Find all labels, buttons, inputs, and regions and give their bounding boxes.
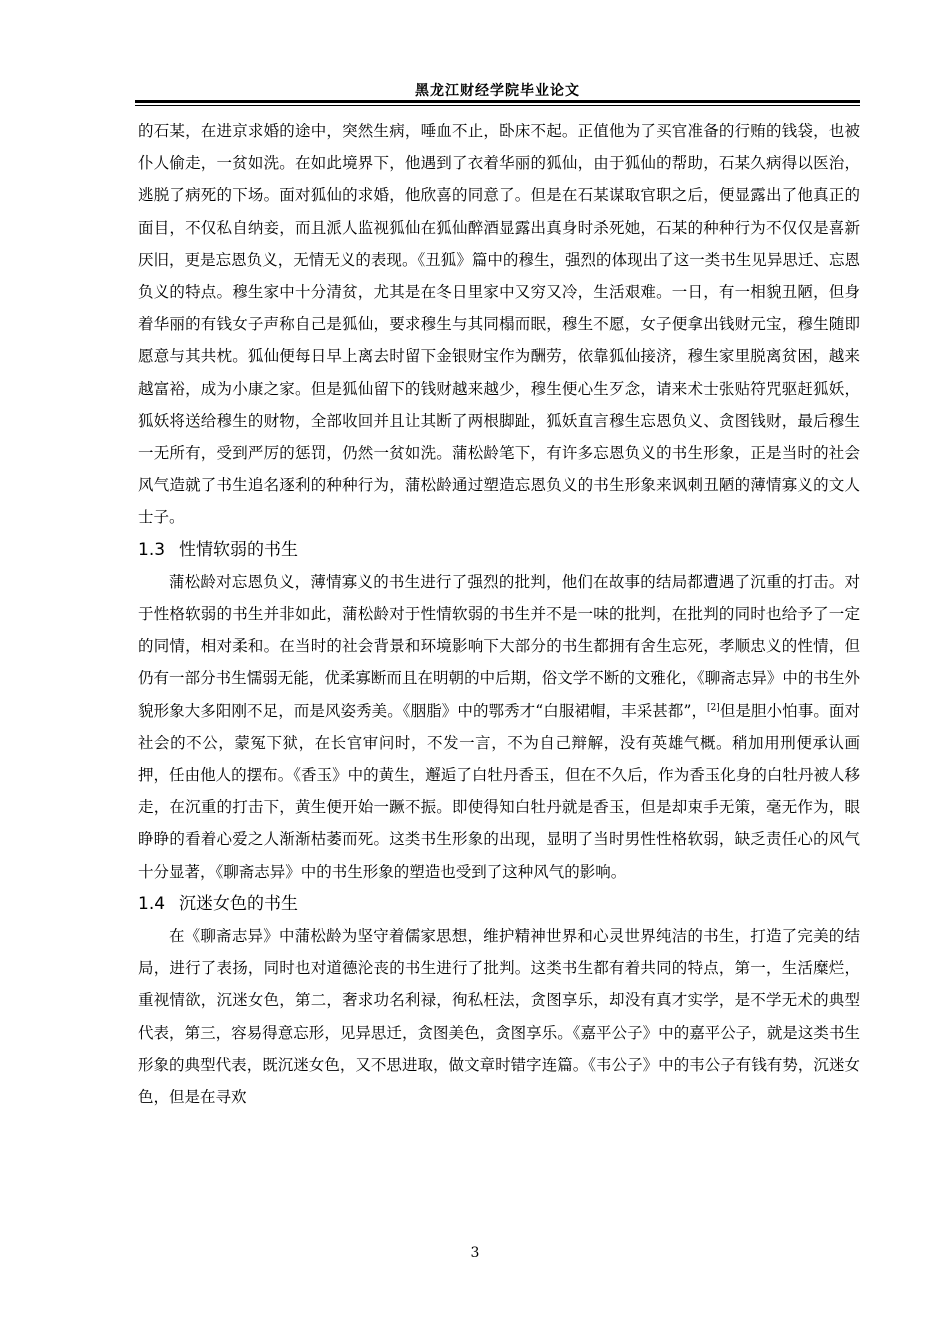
header-rule-thick xyxy=(135,100,860,103)
section-number: 1.3 xyxy=(138,539,166,560)
running-header: 黑龙江财经学院毕业论文 xyxy=(415,83,580,99)
section-heading-1-3 xyxy=(138,534,860,566)
paragraph: 在《聊斋志异》中蒲松龄为坚守着儒家思想，维护精神世界和心灵世界纯洁的书生，打造了完美的结局，进行了表扬，同时也对道德沦丧的书生进行了批判。这类书生都有着共同的特点，第一，生活糜烂，重视情欲，沉迷女色，第二，奢求功名利禄，徇私枉法，贪图享乐，却没有真才实学，是不学无术的典型代表，第三，容易得意忘形，见异思迁，贪图美色，贪图享乐。《嘉平公子》中的嘉平公子，就是这类书生形象的典型代表，既沉迷女色，又不思进取，做文章时错字连篇。《韦公子》中的韦公子有钱有势，沉迷女色，但是在寻欢 xyxy=(138,927,860,1107)
citation-reference: [2] xyxy=(707,702,720,713)
paragraph xyxy=(138,566,860,888)
paragraph-text: 但是胆小怕事。面对社会的不公，蒙冤下狱，在长官审问时，不发一言，不为自己辩解，没有英雄气概。稍加用刑便承认画押，任由他人的摆布。《香玉》中的黄生，邂逅了白牡丹香玉，但在不久后，作为香玉化身的白牡丹被人移走，在沉重的打击下，黄生便开始一蹶不振。即使得知白牡丹就是香玉，但是却束手无策，毫无作为，眼睁睁的看着心爱之人渐渐枯萎而死。这类书生形象的出现，显明了当时男性性格软弱，缺乏责任心的风气十分显著，《聊斋志异》中的书生形象的塑造也受到了这种风气的影响。 xyxy=(138,701,860,881)
header-rule-thin xyxy=(135,105,860,106)
body-text xyxy=(138,115,860,1113)
section-number: 1.4 xyxy=(138,893,166,914)
section-title: 沉迷女色的书生 xyxy=(179,893,299,914)
page-number: 3 xyxy=(470,1245,480,1261)
paragraph: 的石某，在进京求婚的途中，突然生病，唾血不止，卧床不起。正值他为了买官准备的行贿的钱袋，也被仆人偷走，一贫如洗。在如此境界下，他遇到了衣着华丽的狐仙，由于狐仙的帮助，石某久病得以医治，逃脱了病死的下场。面对狐仙的求婚，他欣喜的同意了。但是在石某谋取官职之后，便显露出了他真正的面目，不仅私自纳妾，而且派人监视狐仙在狐仙醉酒显露出真身时杀死她，石某的种种行为不仅仅是喜新厌旧，更是忘恩负义，无情无义的表现。《丑狐》篇中的穆生，强烈的体现出了这一类书生见异思迁、忘恩负义的特点。穆生家中十分清贫，尤其是在冬日里家中又穷又冷，生活艰难。一日，有一相貌丑陋，但身着华丽的有钱女子声称自己是狐仙，要求穆生与其同榻而眠，穆生不愿，女子便拿出钱财元宝，穆生随即愿意与其共枕。狐仙便每日早上离去时留下金银财宝作为酬劳，依靠狐仙接济，穆生家里脱离贫困，越来越富裕，成为小康之家。但是狐仙留下的钱财越来越少，穆生便心生歹念，请来术士张贴符咒驱赶狐妖，狐妖将送给穆生的财物，全部收回并且让其断了两根脚趾，狐妖直言穆生忘恩负义、贪图钱财，最后穆生一无所有，受到严厉的惩罚，仍然一贫如洗。蒲松龄笔下，有许多忘恩负义的书生形象，正是当时的社会风气造就了书生追名逐利的种种行为，蒲松龄通过塑造忘恩负义的书生形象来讽刺丑陋的薄情寡义的文人士子。 xyxy=(138,122,860,527)
paragraph-text: 蒲松龄对忘恩负义，薄情寡义的书生进行了强烈的批判，他们在故事的结局都遭遇了沉重的打击。对于性格软弱的书生并非如此，蒲松龄对于性情软弱的书生并不是一味的批判，在批判的同时也给予了一定的同情，相对柔和。在当时的社会背景和环境影响下大部分的书生都拥有舍生忘死，孝顺忠义的性情，但仍有一部分书生懦弱无能，优柔寡断而且在明朝的中后期，俗文学不断的文雅化，《聊斋志异》中的书生外貌形象大多阳刚不足，而是风姿秀美。《胭脂》中的鄂秀才“白服裙帽，丰采甚都”， xyxy=(138,572,860,720)
section-title: 性情软弱的书生 xyxy=(179,539,299,560)
section-heading-1-4 xyxy=(138,888,860,920)
